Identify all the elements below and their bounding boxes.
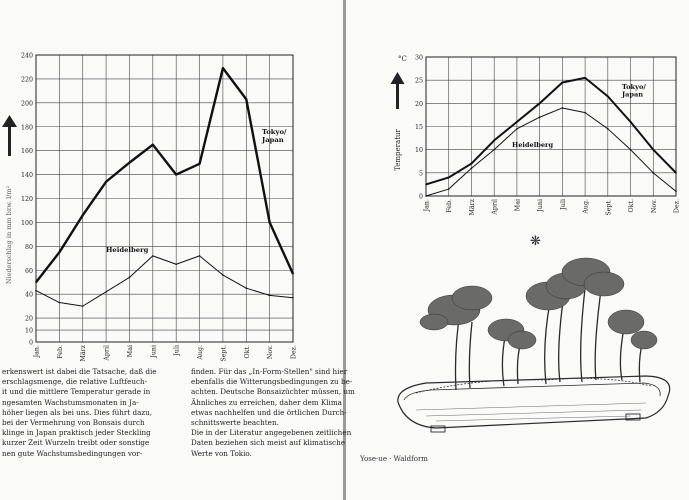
text-line: nen gute Wachstumsbedingungen vor-	[2, 448, 143, 458]
x-tick-label: Juli	[559, 199, 567, 210]
x-tick-label: Nov.	[267, 345, 275, 360]
ornament-glyph: ❋	[530, 234, 541, 249]
x-tick-label: Sept.	[220, 345, 228, 362]
data-point	[245, 287, 247, 289]
y-tick-label: 20	[24, 315, 33, 323]
text-line: höher liegen als bei uns. Dies führt dazu,	[2, 407, 153, 417]
text-line: schnittswerte beachten.	[191, 418, 279, 428]
x-tick-label: Jan.	[423, 199, 431, 212]
data-point	[539, 116, 541, 118]
series-labels	[106, 128, 287, 254]
series-line-tokyo	[36, 68, 293, 282]
data-point	[105, 291, 107, 293]
illustration-caption: Yose-ue · Waldform	[360, 455, 428, 463]
y-tick-label: 180	[20, 124, 33, 132]
y-tick-label: 120	[20, 196, 33, 203]
text-line: achten. Deutsche Bonsaizüchter müssen, um	[191, 387, 355, 397]
text-line: erkenswert ist dabei die Tatsache, daß die	[2, 367, 157, 376]
data-point	[630, 149, 632, 151]
y-tick-label: 140	[20, 172, 33, 180]
series-line-heidelberg	[36, 256, 293, 306]
text-line: ngesamten Wachstumsmonaten in Ja-	[2, 397, 139, 407]
y-tick-label: 60	[24, 267, 33, 275]
y-tick-label: 0	[418, 193, 423, 201]
data-point	[607, 96, 609, 98]
y-tick-labels	[415, 55, 423, 201]
data-point	[35, 281, 37, 283]
y-axis-arrow	[391, 72, 405, 109]
temperature-chart	[346, 0, 689, 240]
y-tick-label: 15	[414, 124, 423, 131]
text-line: erschlagsmenge, die relative Luftfeuch-	[2, 377, 148, 387]
data-point	[129, 277, 131, 279]
x-tick-labels	[424, 198, 681, 215]
x-tick-label: April	[103, 345, 111, 361]
text-line: finden. Für das „In-Form-Stellen" sind hier	[191, 367, 348, 376]
data-point	[516, 128, 518, 130]
data-point	[425, 184, 427, 186]
x-tick-label: Feb.	[446, 199, 454, 213]
y-tick-label: 200	[20, 100, 33, 108]
series-label: Tokyo/	[262, 128, 287, 136]
data-point	[292, 273, 294, 275]
y-tick-label: 5	[418, 170, 423, 178]
chart-grid	[36, 55, 293, 342]
data-point	[152, 144, 154, 146]
text-line: Werte von Tokio.	[191, 448, 252, 458]
x-tick-label: Nov.	[650, 199, 658, 214]
text-line: it und die mittlere Temperatur gerade in	[2, 387, 151, 397]
data-point	[245, 98, 247, 100]
x-tick-label: Aug.	[582, 199, 590, 214]
data-point	[562, 107, 564, 109]
x-tick-label: April	[491, 199, 499, 215]
series-label: Japan	[622, 90, 644, 99]
data-point	[292, 297, 294, 299]
data-point	[152, 255, 154, 257]
data-point	[269, 222, 271, 224]
x-tick-label: Juli	[173, 345, 181, 356]
y-tick-label: 40	[24, 291, 33, 299]
text-line: Die in der Literatur angegebenen zeitlichen	[191, 428, 352, 438]
x-tick-label: Okt.	[243, 345, 251, 359]
data-point	[675, 172, 677, 174]
data-point	[493, 149, 495, 151]
precipitation-chart	[0, 0, 343, 375]
data-point	[175, 174, 177, 176]
x-tick-label: Juni	[150, 345, 158, 358]
data-point	[82, 305, 84, 307]
text-line: Daten beziehen sich meist auf klimatische	[191, 438, 345, 448]
data-point	[175, 263, 177, 265]
x-tick-labels	[34, 344, 298, 361]
y-tick-label: 240	[20, 52, 33, 60]
data-point	[630, 121, 632, 123]
y-axis-unit: °C	[398, 55, 407, 63]
x-tick-label: Juni	[537, 199, 545, 212]
series-line-heidelberg	[426, 108, 676, 196]
y-axis-label: Temperatur	[394, 129, 402, 171]
data-point	[59, 302, 61, 304]
x-tick-label: Okt.	[628, 199, 636, 213]
y-axis-arrow	[2, 115, 17, 156]
y-tick-label: 0	[28, 339, 33, 347]
text-line: bei der Vermehrung von Bonsais durch	[2, 418, 145, 428]
data-point	[448, 177, 450, 179]
x-tick-label: Feb.	[56, 345, 64, 359]
text-line: Ähnliches zu erreichen, daher dem Klima	[191, 397, 342, 407]
data-point	[59, 252, 61, 254]
x-tick-label: Sept.	[605, 199, 613, 216]
y-tick-label: 20	[414, 100, 423, 108]
data-point	[652, 172, 654, 174]
data-point	[129, 162, 131, 164]
data-point	[199, 255, 201, 257]
data-point	[82, 214, 84, 216]
y-tick-label: 10	[414, 147, 423, 155]
y-axis-label: Niederschlag in mm bzw. l/m²	[5, 185, 13, 285]
x-tick-label: Mai	[126, 345, 134, 358]
x-tick-label: Dez.	[290, 345, 298, 360]
data-point	[471, 163, 473, 165]
series-label: Tokyo/	[622, 83, 646, 91]
data-point	[652, 149, 654, 151]
left-body-text	[2, 367, 157, 459]
data-point	[493, 140, 495, 142]
data-point	[199, 163, 201, 165]
right-page	[346, 0, 689, 500]
data-point	[675, 191, 677, 193]
data-point	[222, 274, 224, 276]
data-point	[562, 82, 564, 84]
text-line: klinge in Japan praktisch jeder Steckling	[2, 428, 151, 438]
series-label: Japan	[262, 135, 284, 144]
data-point	[471, 167, 473, 169]
series-lines	[35, 67, 294, 307]
y-tick-label: 10	[24, 327, 33, 335]
data-point	[425, 195, 427, 197]
x-tick-label: März	[80, 345, 88, 362]
data-point	[448, 188, 450, 190]
x-tick-label: Dez.	[673, 199, 681, 214]
text-line: kurzer Zeit Wurzeln treibt oder sonstige	[2, 438, 150, 448]
data-point	[584, 77, 586, 79]
x-tick-label: März	[468, 199, 476, 216]
right-body-text	[191, 367, 355, 459]
data-point	[539, 103, 541, 105]
y-tick-label: 160	[20, 148, 33, 156]
text-line: etwas nachhelfen und die örtlichen Durch-	[191, 407, 347, 417]
y-tick-label: 80	[24, 243, 33, 251]
x-tick-label: Jan.	[33, 345, 41, 358]
x-tick-label: Aug.	[197, 345, 205, 360]
y-tick-label: 220	[20, 76, 33, 84]
series-label: Heidelberg	[512, 141, 554, 149]
data-point	[516, 121, 518, 123]
text-line: ebenfalls die Witterungsbedingungen zu be-	[191, 377, 353, 387]
data-point	[35, 290, 37, 292]
y-tick-labels	[21, 53, 33, 347]
y-tick-label: 30	[414, 54, 423, 62]
bonsai-forest-illustration	[346, 250, 689, 450]
data-point	[105, 181, 107, 183]
data-point	[607, 128, 609, 130]
series-label: Heidelberg	[106, 246, 149, 254]
y-tick-label: 25	[414, 77, 423, 85]
data-point	[584, 112, 586, 114]
data-point	[269, 295, 271, 297]
y-tick-label: 100	[20, 219, 33, 227]
data-point	[222, 67, 224, 69]
x-tick-label: Mai	[514, 199, 522, 212]
